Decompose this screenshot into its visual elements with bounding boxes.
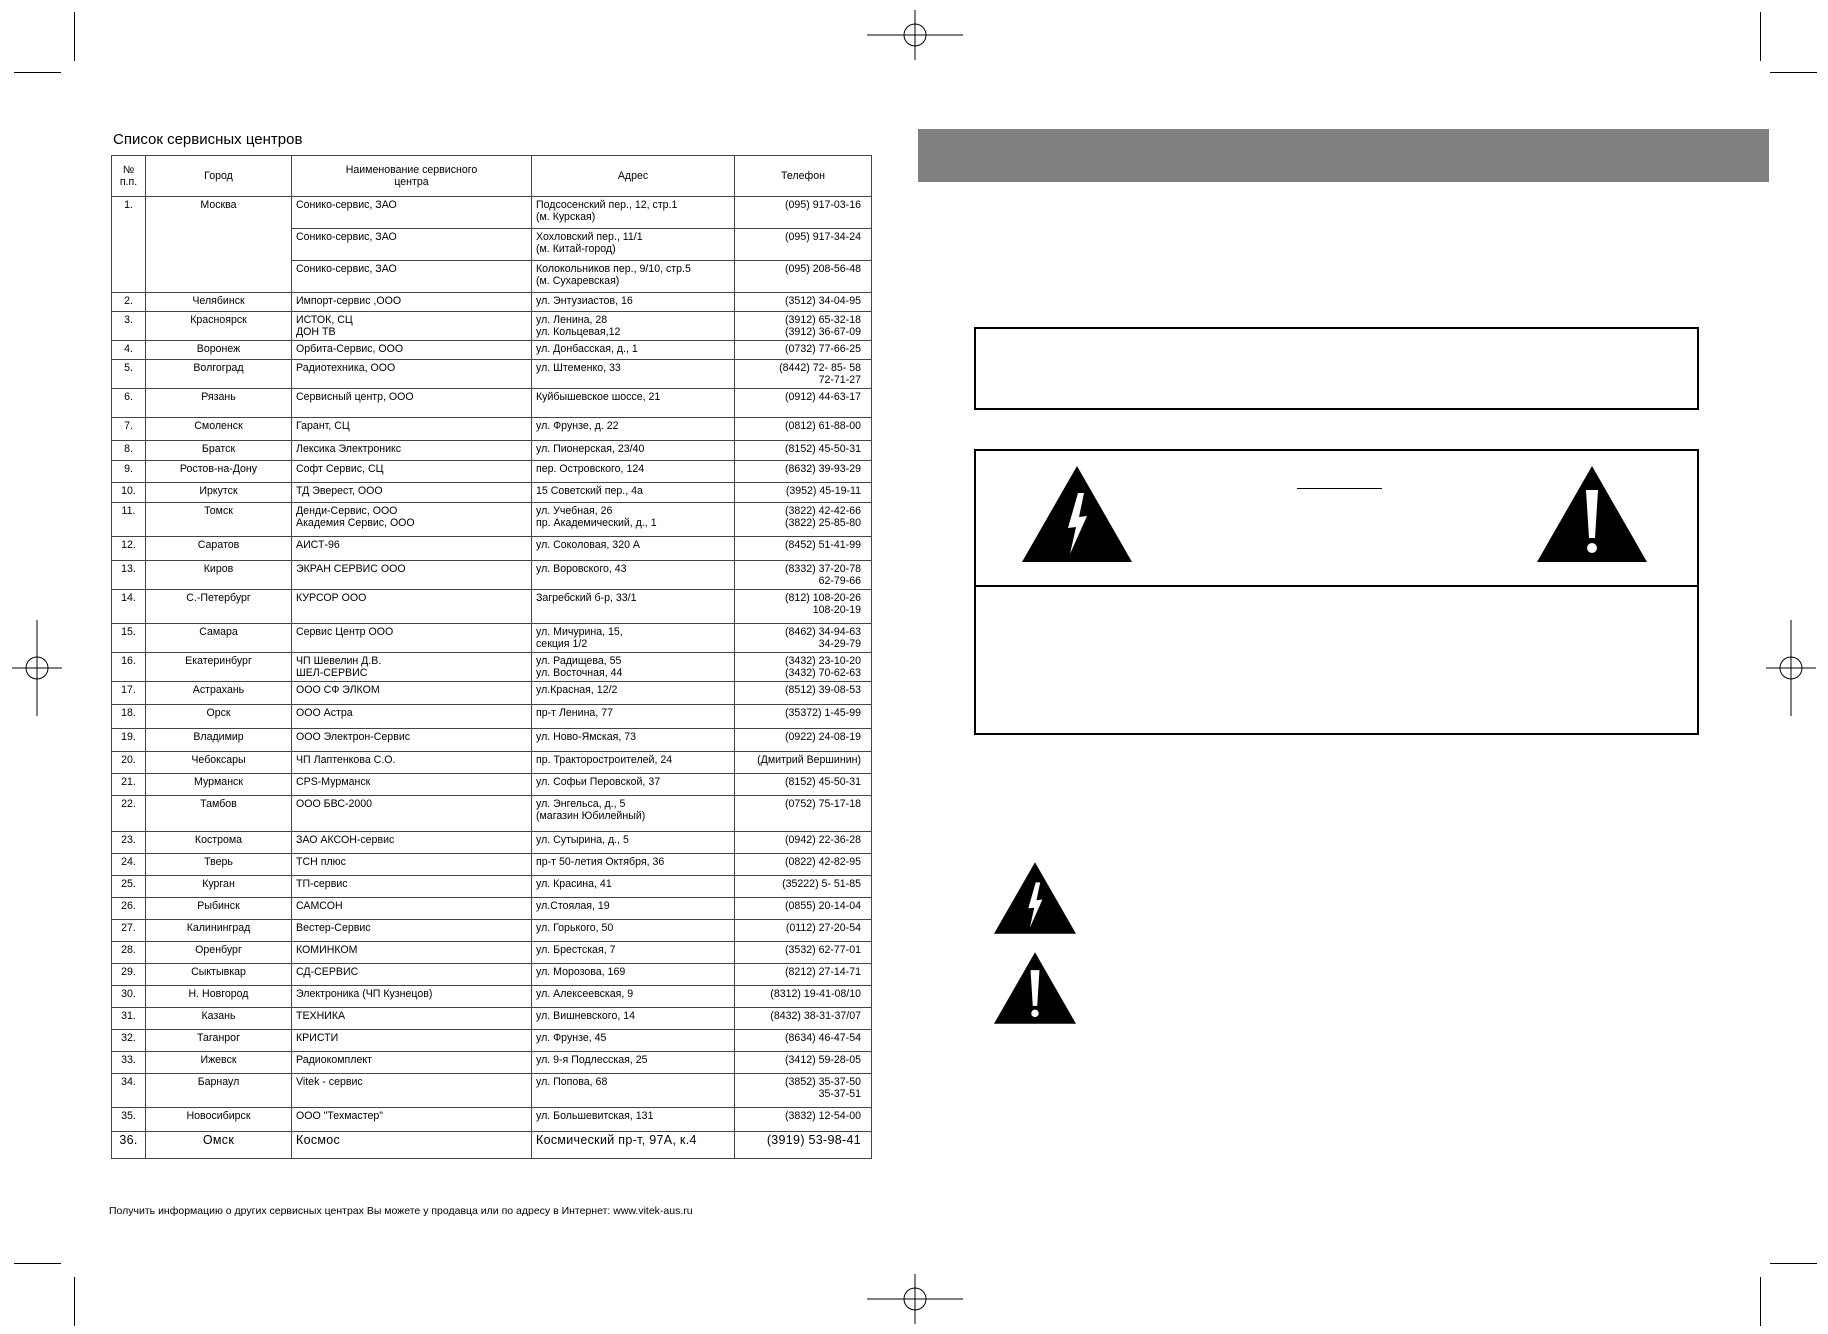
cell-phone: (8462) 34-94-63 34-29-79: [735, 624, 872, 653]
cell-city: Братск: [146, 441, 292, 461]
cell-number: 7.: [112, 418, 146, 441]
cell-phone: (3532) 62-77-01: [735, 942, 872, 964]
cell-phone: (0112) 27-20-54: [735, 920, 872, 942]
cell-city: Екатеринбург: [146, 653, 292, 682]
cell-phone: (812) 108-20-26 108-20-19: [735, 590, 872, 624]
table-row: [112, 986, 872, 1008]
table-row: [112, 441, 872, 461]
cell-name: ТЕХНИКА: [292, 1008, 532, 1030]
table-row: [112, 360, 872, 389]
cell-name: САМСОН: [292, 898, 532, 920]
cell-name: ЗАО АКСОН-сервис: [292, 832, 532, 854]
cell-city: Н. Новгород: [146, 986, 292, 1008]
cell-number: 5.: [112, 360, 146, 389]
cell-address: ул. Мичурина, 15, секция 1/2: [532, 624, 735, 653]
cell-name: Софт Сервис, СЦ: [292, 461, 532, 483]
cell-number: 17.: [112, 682, 146, 705]
cell-number: 27.: [112, 920, 146, 942]
cell-address: ул. Воровского, 43: [532, 561, 735, 590]
cell-number: 3.: [112, 312, 146, 341]
table-row: [112, 796, 872, 832]
table-header-row: [112, 156, 872, 197]
cell-address: ул. Алексеевская, 9: [532, 986, 735, 1008]
cell-number: 29.: [112, 964, 146, 986]
cell-address: ул. Вишневского, 14: [532, 1008, 735, 1030]
cell-address: ул. Большевитская, 131: [532, 1108, 735, 1132]
cell-city: Саратов: [146, 537, 292, 561]
cell-name: ООО БВС-2000: [292, 796, 532, 832]
cell-phone: (3832) 12-54-00: [735, 1108, 872, 1132]
cell-number: 21.: [112, 774, 146, 796]
cell-name: CPS-Мурманск: [292, 774, 532, 796]
cell-address: ул.Стоялая, 19: [532, 898, 735, 920]
cell-phone: (3952) 45-19-11: [735, 483, 872, 503]
cell-phone: (8634) 46-47-54: [735, 1030, 872, 1052]
cell-phone: (3919) 53-98-41: [735, 1132, 872, 1159]
cell-name: Импорт-сервис ,ООО: [292, 293, 532, 312]
cell-phone: (8332) 37-20-78 62-79-66: [735, 561, 872, 590]
table-row: [112, 1074, 872, 1108]
cell-city: Таганрог: [146, 1030, 292, 1052]
cell-city: Казань: [146, 1008, 292, 1030]
table-row: [112, 682, 872, 705]
cell-name: ТСН плюс: [292, 854, 532, 876]
cell-phone: (35372) 1-45-99: [735, 705, 872, 729]
table-row: [112, 293, 872, 312]
cell-city: Калининград: [146, 920, 292, 942]
cell-address: ул. Соколовая, 320 А: [532, 537, 735, 561]
table-row: [112, 1030, 872, 1052]
cell-city: Чебоксары: [146, 752, 292, 774]
cell-phone: (8152) 45-50-31: [735, 441, 872, 461]
cell-city: Астрахань: [146, 682, 292, 705]
cell-city: Владимир: [146, 729, 292, 752]
cell-name: КОМИНКОМ: [292, 942, 532, 964]
cell-city: Рязань: [146, 389, 292, 418]
cell-number: 25.: [112, 876, 146, 898]
table-row: [112, 832, 872, 854]
cell-phone: (3822) 42-42-66 (3822) 25-85-80: [735, 503, 872, 537]
footnote: Получить информацию о других сервисных центрах Вы можете у продавца или по адресу в Интернет: www.vitek-aus.ru: [109, 1205, 693, 1217]
cell-name: Vitek - сервис: [292, 1074, 532, 1108]
crop-mark: [74, 12, 75, 61]
cell-name: Сонико-сервис, ЗАО: [292, 197, 532, 229]
cell-number: 33.: [112, 1052, 146, 1074]
cell-phone: (3912) 65-32-18 (3912) 36-67-09: [735, 312, 872, 341]
cell-number: 11.: [112, 503, 146, 537]
warning-box-divider: [976, 585, 1697, 587]
cell-phone: (0942) 22-36-28: [735, 832, 872, 854]
cell-phone: (35222) 5- 51-85: [735, 876, 872, 898]
cell-address: ул. Радищева, 55 ул. Восточная, 44: [532, 653, 735, 682]
table-row: [112, 876, 872, 898]
table-row: [112, 653, 872, 682]
cell-city: Рыбинск: [146, 898, 292, 920]
table-row: [112, 752, 872, 774]
table-row: [112, 341, 872, 360]
cell-name: КРИСТИ: [292, 1030, 532, 1052]
header-city: Город: [146, 156, 292, 197]
service-centers-table: [111, 155, 872, 1159]
cell-number: 24.: [112, 854, 146, 876]
cell-name: ЭКРАН СЕРВИС ООО: [292, 561, 532, 590]
cell-address: Хохловский пер., 11/1 (м. Китай-город): [532, 229, 735, 261]
table-row: [112, 461, 872, 483]
cell-city: Красноярск: [146, 312, 292, 341]
cell-name: ТП-сервис: [292, 876, 532, 898]
cell-address: ул. 9-я Подлесская, 25: [532, 1052, 735, 1074]
table-row: [112, 418, 872, 441]
cell-phone: (095) 917-34-24: [735, 229, 872, 261]
cell-phone: (095) 208-56-48: [735, 261, 872, 293]
cell-phone: (8452) 51-41-99: [735, 537, 872, 561]
table-row: [112, 774, 872, 796]
table-row: [112, 312, 872, 341]
cell-name: Денди-Сервис, ООО Академия Сервис, ООО: [292, 503, 532, 537]
cell-number: 2.: [112, 293, 146, 312]
header-bar: [918, 129, 1769, 182]
cell-city: Орск: [146, 705, 292, 729]
cell-phone: (0922) 24-08-19: [735, 729, 872, 752]
cell-number: 23.: [112, 832, 146, 854]
cell-address: ул. Горького, 50: [532, 920, 735, 942]
cell-number: 1.: [112, 197, 146, 293]
cell-address: ул. Штеменко, 33: [532, 360, 735, 389]
cell-phone: (8312) 19-41-08/10: [735, 986, 872, 1008]
registration-mark-right: [1766, 620, 1816, 716]
cell-name: АИСТ-96: [292, 537, 532, 561]
cell-number: 9.: [112, 461, 146, 483]
cell-address: ул. Ново-Ямская, 73: [532, 729, 735, 752]
registration-mark-bottom: [867, 1274, 963, 1324]
cell-address: ул. Ленина, 28 ул. Кольцевая,12: [532, 312, 735, 341]
cell-name: КУРСОР ООО: [292, 590, 532, 624]
header-number: № п.п.: [112, 156, 146, 197]
cell-phone: (8442) 72- 85- 58 72-71-27: [735, 360, 872, 389]
table-row: [112, 854, 872, 876]
crop-mark: [1770, 72, 1817, 73]
table-row: [112, 1108, 872, 1132]
cell-city: Иркутск: [146, 483, 292, 503]
crop-mark: [1760, 12, 1761, 61]
cell-number: 32.: [112, 1030, 146, 1052]
cell-city: Смоленск: [146, 418, 292, 441]
crop-mark: [14, 1263, 61, 1264]
table-row: [112, 389, 872, 418]
cell-city: Томск: [146, 503, 292, 537]
cell-phone: (0732) 77-66-25: [735, 341, 872, 360]
cell-phone: (0912) 44-63-17: [735, 389, 872, 418]
cell-address: ул. Пионерская, 23/40: [532, 441, 735, 461]
cell-phone: (8212) 27-14-71: [735, 964, 872, 986]
cell-address: ул. Фрунзе, 45: [532, 1030, 735, 1052]
cell-phone: (0752) 75-17-18: [735, 796, 872, 832]
cell-name: ТД Эверест, ООО: [292, 483, 532, 503]
cell-name: Электроника (ЧП Кузнецов): [292, 986, 532, 1008]
cell-name: Гарант, СЦ: [292, 418, 532, 441]
table-row: [112, 920, 872, 942]
cell-name: СД-СЕРВИС: [292, 964, 532, 986]
cell-name: Лексика Электроникс: [292, 441, 532, 461]
cell-name: ООО Астра: [292, 705, 532, 729]
table-row: [112, 705, 872, 729]
cell-address: пер. Островского, 124: [532, 461, 735, 483]
cell-city: Тверь: [146, 854, 292, 876]
cell-name: Радиотехника, ООО: [292, 360, 532, 389]
cell-address: ул. Энтузиастов, 16: [532, 293, 735, 312]
cell-number: 19.: [112, 729, 146, 752]
page-title: Список сервисных центров: [113, 131, 303, 148]
header-address: Адрес: [532, 156, 735, 197]
cell-address: Куйбышевское шоссе, 21: [532, 389, 735, 418]
table-row: [112, 964, 872, 986]
cell-city: Барнаул: [146, 1074, 292, 1108]
table-row: [112, 942, 872, 964]
crop-mark: [74, 1277, 75, 1326]
cell-address: Колокольников пер., 9/10, стр.5 (м. Сухаревская): [532, 261, 735, 293]
header-phone: Телефон: [735, 156, 872, 197]
cell-address: ул. Красина, 41: [532, 876, 735, 898]
table-row: [112, 537, 872, 561]
cell-number: 8.: [112, 441, 146, 461]
cell-phone: (Дмитрий Вершинин): [735, 752, 872, 774]
cell-number: 30.: [112, 986, 146, 1008]
cell-phone: (8432) 38-31-37/07: [735, 1008, 872, 1030]
cell-address: ул. Учебная, 26 пр. Академический, д., 1: [532, 503, 735, 537]
exclamation-warning-icon: [1537, 466, 1647, 562]
cell-number: 14.: [112, 590, 146, 624]
cell-city: Москва: [146, 197, 292, 293]
cell-number: 31.: [112, 1008, 146, 1030]
crop-mark: [1760, 1277, 1761, 1326]
exclamation-warning-icon: [994, 952, 1076, 1024]
cell-number: 36.: [112, 1132, 146, 1159]
table-row: [112, 624, 872, 653]
cell-number: 4.: [112, 341, 146, 360]
cell-name: ИСТОК, СЦ ДОН ТВ: [292, 312, 532, 341]
cell-city: Челябинск: [146, 293, 292, 312]
table-row: [112, 898, 872, 920]
cell-phone: (8512) 39-08-53: [735, 682, 872, 705]
cell-city: Мурманск: [146, 774, 292, 796]
table-row: [112, 1008, 872, 1030]
lightning-warning-icon: [994, 862, 1076, 934]
cell-address: пр-т 50-летия Октября, 36: [532, 854, 735, 876]
cell-name: ООО "Техмастер": [292, 1108, 532, 1132]
cell-address: ул. Попова, 68: [532, 1074, 735, 1108]
cell-phone: (8632) 39-93-29: [735, 461, 872, 483]
cell-city: Волгоград: [146, 360, 292, 389]
cell-phone: (0855) 20-14-04: [735, 898, 872, 920]
cell-number: 13.: [112, 561, 146, 590]
cell-number: 6.: [112, 389, 146, 418]
cell-phone: (8152) 45-50-31: [735, 774, 872, 796]
cell-city: Воронеж: [146, 341, 292, 360]
cell-name: Космос: [292, 1132, 532, 1159]
notice-box: [974, 327, 1699, 410]
cell-address: ул. Сутырина, д., 5: [532, 832, 735, 854]
cell-name: Вестер-Сервис: [292, 920, 532, 942]
cell-address: Подсосенский пер., 12, стр.1 (м. Курская): [532, 197, 735, 229]
cell-name: Сервисный центр, ООО: [292, 389, 532, 418]
cell-number: 15.: [112, 624, 146, 653]
cell-city: Ростов-на-Дону: [146, 461, 292, 483]
cell-city: Самара: [146, 624, 292, 653]
cell-address: ул. Морозова, 169: [532, 964, 735, 986]
cell-number: 12.: [112, 537, 146, 561]
cell-address: Загребский б-р, 33/1: [532, 590, 735, 624]
heading-underline: [1297, 488, 1382, 489]
cell-city: Курган: [146, 876, 292, 898]
cell-number: 16.: [112, 653, 146, 682]
header-name: Наименование сервисного центра: [292, 156, 532, 197]
table-row: [112, 590, 872, 624]
cell-name: Сонико-сервис, ЗАО: [292, 229, 532, 261]
cell-address: ул. Брестская, 7: [532, 942, 735, 964]
table-row: [112, 503, 872, 537]
cell-phone: (3412) 59-28-05: [735, 1052, 872, 1074]
cell-phone: (095) 917-03-16: [735, 197, 872, 229]
cell-city: Новосибирск: [146, 1108, 292, 1132]
registration-mark-left: [12, 620, 62, 716]
cell-name: Сонико-сервис, ЗАО: [292, 261, 532, 293]
cell-name: ЧП Шевелин Д.В. ШЕЛ-СЕРВИС: [292, 653, 532, 682]
cell-city: С.-Петербург: [146, 590, 292, 624]
table-row: [112, 1052, 872, 1074]
cell-city: Ижевск: [146, 1052, 292, 1074]
cell-address: 15 Советский пер., 4а: [532, 483, 735, 503]
cell-city: Омск: [146, 1132, 292, 1159]
table-row: [112, 729, 872, 752]
cell-number: 28.: [112, 942, 146, 964]
crop-mark: [1770, 1263, 1817, 1264]
cell-address: ул. Фрунзе, д. 22: [532, 418, 735, 441]
cell-number: 22.: [112, 796, 146, 832]
cell-phone: (0812) 61-88-00: [735, 418, 872, 441]
crop-mark: [14, 72, 61, 73]
table-row: [112, 561, 872, 590]
registration-mark-top: [867, 10, 963, 60]
cell-city: Оренбург: [146, 942, 292, 964]
table-row: [112, 483, 872, 503]
cell-number: 10.: [112, 483, 146, 503]
cell-name: Радиокомплект: [292, 1052, 532, 1074]
cell-name: ЧП Лаптенкова С.О.: [292, 752, 532, 774]
cell-address: пр. Тракторостроителей, 24: [532, 752, 735, 774]
cell-phone: (0822) 42-82-95: [735, 854, 872, 876]
cell-number: 26.: [112, 898, 146, 920]
cell-address: ул. Софьи Перовской, 37: [532, 774, 735, 796]
cell-address: Космический пр-т, 97А, к.4: [532, 1132, 735, 1159]
cell-city: Тамбов: [146, 796, 292, 832]
cell-name: ООО Электрон-Сервис: [292, 729, 532, 752]
cell-address: ул. Энгельса, д., 5 (магазин Юбилейный): [532, 796, 735, 832]
cell-phone: (3432) 23-10-20 (3432) 70-62-63: [735, 653, 872, 682]
table-row: [112, 197, 872, 229]
cell-city: Киров: [146, 561, 292, 590]
lightning-warning-icon: [1022, 466, 1132, 562]
cell-address: пр-т Ленина, 77: [532, 705, 735, 729]
cell-phone: (3852) 35-37-50 35-37-51: [735, 1074, 872, 1108]
cell-city: Кострома: [146, 832, 292, 854]
cell-number: 34.: [112, 1074, 146, 1108]
cell-phone: (3512) 34-04-95: [735, 293, 872, 312]
cell-name: Сервис Центр ООО: [292, 624, 532, 653]
cell-name: Орбита-Сервис, ООО: [292, 341, 532, 360]
cell-city: Сыктывкар: [146, 964, 292, 986]
cell-address: ул.Красная, 12/2: [532, 682, 735, 705]
cell-number: 20.: [112, 752, 146, 774]
cell-number: 35.: [112, 1108, 146, 1132]
cell-name: ООО СФ ЭЛКОМ: [292, 682, 532, 705]
cell-number: 18.: [112, 705, 146, 729]
table-row: [112, 1132, 872, 1159]
cell-address: ул. Донбасская, д., 1: [532, 341, 735, 360]
